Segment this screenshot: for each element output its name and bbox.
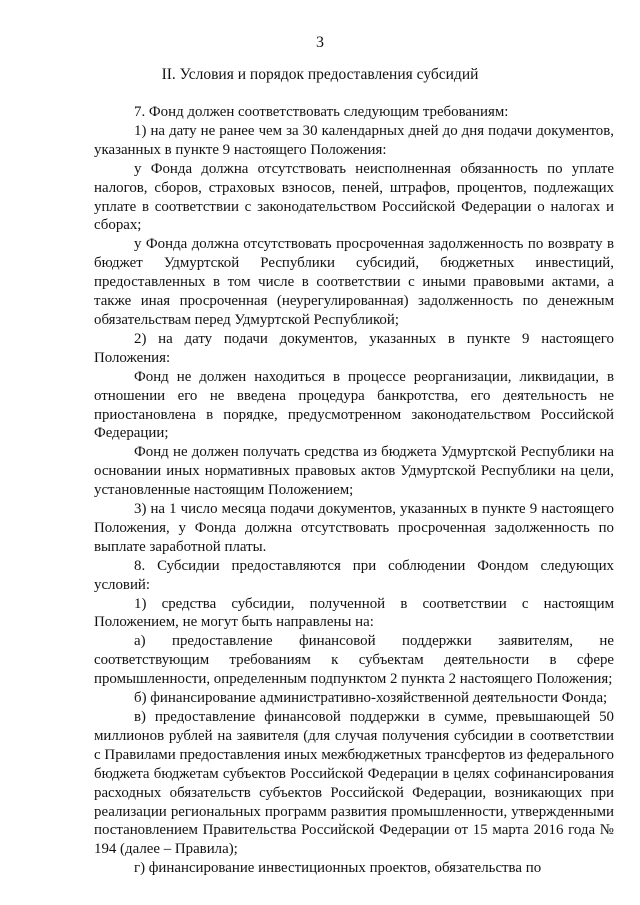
paragraph: 8. Субсидии предоставляются при соблюдении Фондом следующих условий:: [94, 557, 614, 593]
paragraph: в) предоставление финансовой поддержки в сумме, превышающей 50 миллионов рублей на заявителя (для случая получения субсидии в соответствии с Правилами предоставления иных межбюджетных трансфертов из федерального бюджета бюджетам субъектов Российской Федерации в целях софинансирования расходных обязательств субъектов Российской Федерации, возникающих при реализации региональных программ развития промышленности, утвержденными постановлением Правительства Российской Федерации от 15 марта 2016 года № 194 (далее – Правила);: [94, 709, 614, 858]
paragraph: Фонд не должен находиться в процессе реорганизации, ликвидации, в отношении его не введена процедура банкротства, его деятельность не приостановлена в порядке, предусмотренном законодательством Российской Федерации;: [94, 368, 614, 442]
paragraph: 7. Фонд должен соответствовать следующим требованиям:: [134, 104, 509, 120]
paragraph: Фонд не должен получать средства из бюджета Удмуртской Республики на основании иных нормативных правовых актов Удмуртской Республики на цели, установленные настоящим Положением;: [94, 444, 614, 499]
document-body: [94, 103, 614, 878]
paragraph: у Фонда должна отсутствовать просроченная задолженность по возврату в бюджет Удмуртской Республики субсидий, бюджетных инвестиций, предоставленных в том числе в соответствии с иными правовыми актами, а также иная просроченная (неурегулированная) задолженность по денежным обязательствам перед Удмуртской Республикой;: [94, 236, 614, 328]
paragraph: 3) на 1 число месяца подачи документов, указанных в пункте 9 настоящего Положения, у Фонда должна отсутствовать просроченная задолженность по выплате заработной платы.: [94, 501, 614, 555]
paragraph: б) финансирование административно-хозяйственной деятельности Фонда;: [134, 690, 608, 707]
paragraph: 2) на дату подачи документов, указанных в пункте 9 настоящего Положения:: [94, 330, 614, 366]
paragraph: а) предоставление финансовой поддержки заявителям, не соответствующим требованиям к субъектам деятельности в сфере промышленности, определенным подпунктом 2 пункта 2 настоящего Положения;: [94, 633, 614, 688]
paragraph: 1) на дату не ранее чем за 30 календарных дней до дня подачи документов, указанных в пункте 9 настоящего Положения:: [94, 122, 614, 158]
page-number: 3: [316, 34, 324, 51]
paragraph: у Фонда должна отсутствовать неисполненная обязанность по уплате налогов, сборов, страховых взносов, пеней, штрафов, процентов, подлежащих уплате в соответствии с законодательством Российской Федерации о налогах и сборах;: [94, 160, 614, 234]
paragraph: 1) средства субсидии, полученной в соответствии с настоящим Положением, не могут быть направлены на:: [94, 595, 614, 631]
paragraph: г) финансирование инвестиционных проектов, обязательства по: [134, 860, 542, 877]
section-heading: II. Условия и порядок предоставления субсидий: [161, 66, 479, 83]
